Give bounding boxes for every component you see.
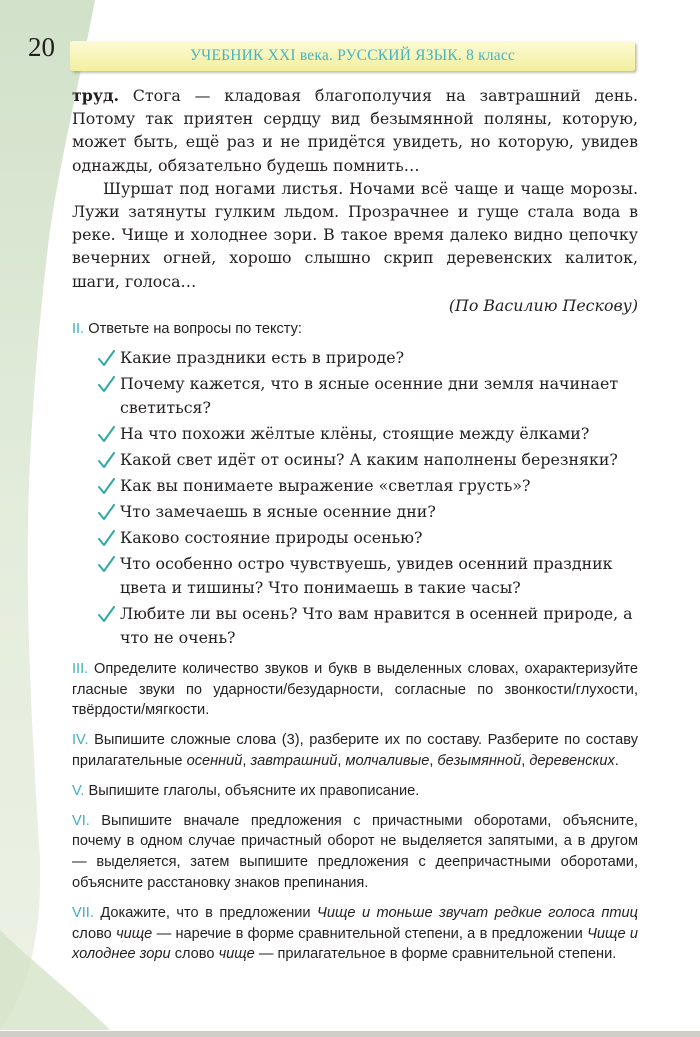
question-list <box>72 346 638 650</box>
page-number: 20 <box>28 32 55 62</box>
task-text: — прилагательное в форме сравнительной степени. <box>254 946 617 963</box>
question-text: Любите ли вы осень? Что вам нравится в осенней природе, а что не очень? <box>120 603 633 647</box>
example-word: чище <box>116 925 153 942</box>
reading-text <box>72 84 638 317</box>
task-text: Ответьте на вопросы по тексту: <box>84 321 302 338</box>
example-word: деревенских <box>529 753 615 770</box>
task-5 <box>72 781 638 802</box>
example-word: безымянной <box>437 753 522 770</box>
task-text: Выпишите сложные слова (3), разберите их по составу. Разберите по составу прилагательные <box>72 732 638 770</box>
example-sentence: Чище и тоньше звучат редкие голоса птиц <box>317 904 638 921</box>
question-text: Что замечаешь в ясные осенние дни? <box>120 501 436 521</box>
separator: . <box>614 753 619 770</box>
list-item <box>98 526 638 550</box>
task-number: IV. <box>72 732 89 749</box>
task-text: Определите количество звуков и букв в выделенных словах, охарактеризуйте гласные звуки по ударности/безударности, согласные по звонкости/глухости, твёрдости/мягкости. <box>72 660 638 719</box>
page-bottom-edge <box>0 1031 700 1037</box>
checkmark-icon <box>98 350 115 367</box>
question-text: Какие праздники есть в природе? <box>120 347 405 367</box>
checkmark-icon <box>98 556 115 573</box>
task-text: Выпишите вначале предложения с причастными оборотами, объясните, почему в одном случае причастный оборот не выделяется запятыми, а в другом — выделяется, затем выпишите предложения с деепричастными оборотами, объясните расстановку знаков препинания. <box>72 812 638 891</box>
checkmark-icon <box>98 530 115 547</box>
task-text: Докажите, что в предложении <box>93 904 318 921</box>
example-sentence: Чище и холоднее зори <box>72 925 638 963</box>
task-number: VII. <box>72 904 94 921</box>
checkmark-icon <box>98 504 115 521</box>
task-3 <box>72 659 638 721</box>
example-word: чище <box>218 946 255 963</box>
checkmark-icon <box>98 478 115 495</box>
list-item <box>98 448 638 472</box>
task-2 <box>72 319 638 340</box>
paragraph-1-text: Стога — кладовая благополучия на завтрашний день. Потому так приятен сердцу вид безымянной поляны, которую, может быть, ещё раз и не придётся увидеть, но которую, увидев однажды, обязательно будешь помнить… <box>72 86 638 175</box>
list-item <box>98 500 638 524</box>
question-text: Какой свет идёт от осины? А каким наполнены березняки? <box>120 449 618 469</box>
separator: , <box>429 753 438 770</box>
running-header: УЧЕБНИК XXI века. РУССКИЙ ЯЗЫК. 8 класс <box>70 41 635 71</box>
example-word: осенний <box>186 753 243 770</box>
task-number: II. <box>72 321 85 338</box>
checkmark-icon <box>98 376 115 393</box>
paragraph-1 <box>72 84 638 177</box>
attribution: (По Василию Пескову) <box>448 295 638 315</box>
task-number: V. <box>72 782 85 799</box>
task-number: III. <box>72 660 89 677</box>
list-item <box>98 552 638 600</box>
list-item <box>98 602 638 650</box>
list-item <box>98 372 638 420</box>
task-number: VI. <box>72 812 90 829</box>
example-word: завтрашний <box>250 753 338 770</box>
task-text: — наречие в форме сравнительной степени, а в предложении <box>152 925 588 942</box>
question-text: На что похожи жёлтые клёны, стоящие между ёлками? <box>120 423 590 443</box>
task-text: Выпишите глаголы, объясните их правописание. <box>84 782 420 799</box>
checkmark-icon <box>98 452 115 469</box>
separator: , <box>521 753 530 770</box>
task-6 <box>72 811 638 894</box>
question-text: Как вы понимаете выражение «светлая грусть»? <box>120 475 531 495</box>
bold-word: труд. <box>72 86 119 105</box>
list-item <box>98 474 638 498</box>
task-4 <box>72 730 638 772</box>
paragraph-2: Шуршат под ногами листья. Ночами всё чаще и чаще морозы. Лужи затянуты гулким льдом. Прозрачнее и гуще стала вода в реке. Чище и холоднее зори. В такое время далеко видно цепочку вечерних огней, хорошо слышно скрип деревенских калиток, шаги, голоса… <box>72 178 638 291</box>
task-text: слово <box>72 925 117 942</box>
question-text: Каково состояние природы осенью? <box>120 527 423 547</box>
page-content <box>72 84 638 965</box>
task-7 <box>72 903 638 965</box>
example-word: молчаливые <box>345 753 430 770</box>
checkmark-icon <box>98 426 115 443</box>
list-item <box>98 422 638 446</box>
separator: , <box>337 753 346 770</box>
question-text: Что особенно остро чувствуешь, увидев осенний праздник цвета и тишины? Что понимаешь в такие часы? <box>120 553 613 597</box>
task-text: слово <box>170 946 219 963</box>
question-text: Почему кажется, что в ясные осенние дни земля начинает светиться? <box>120 373 619 417</box>
list-item <box>98 346 638 370</box>
separator: , <box>242 753 251 770</box>
checkmark-icon <box>98 606 115 623</box>
